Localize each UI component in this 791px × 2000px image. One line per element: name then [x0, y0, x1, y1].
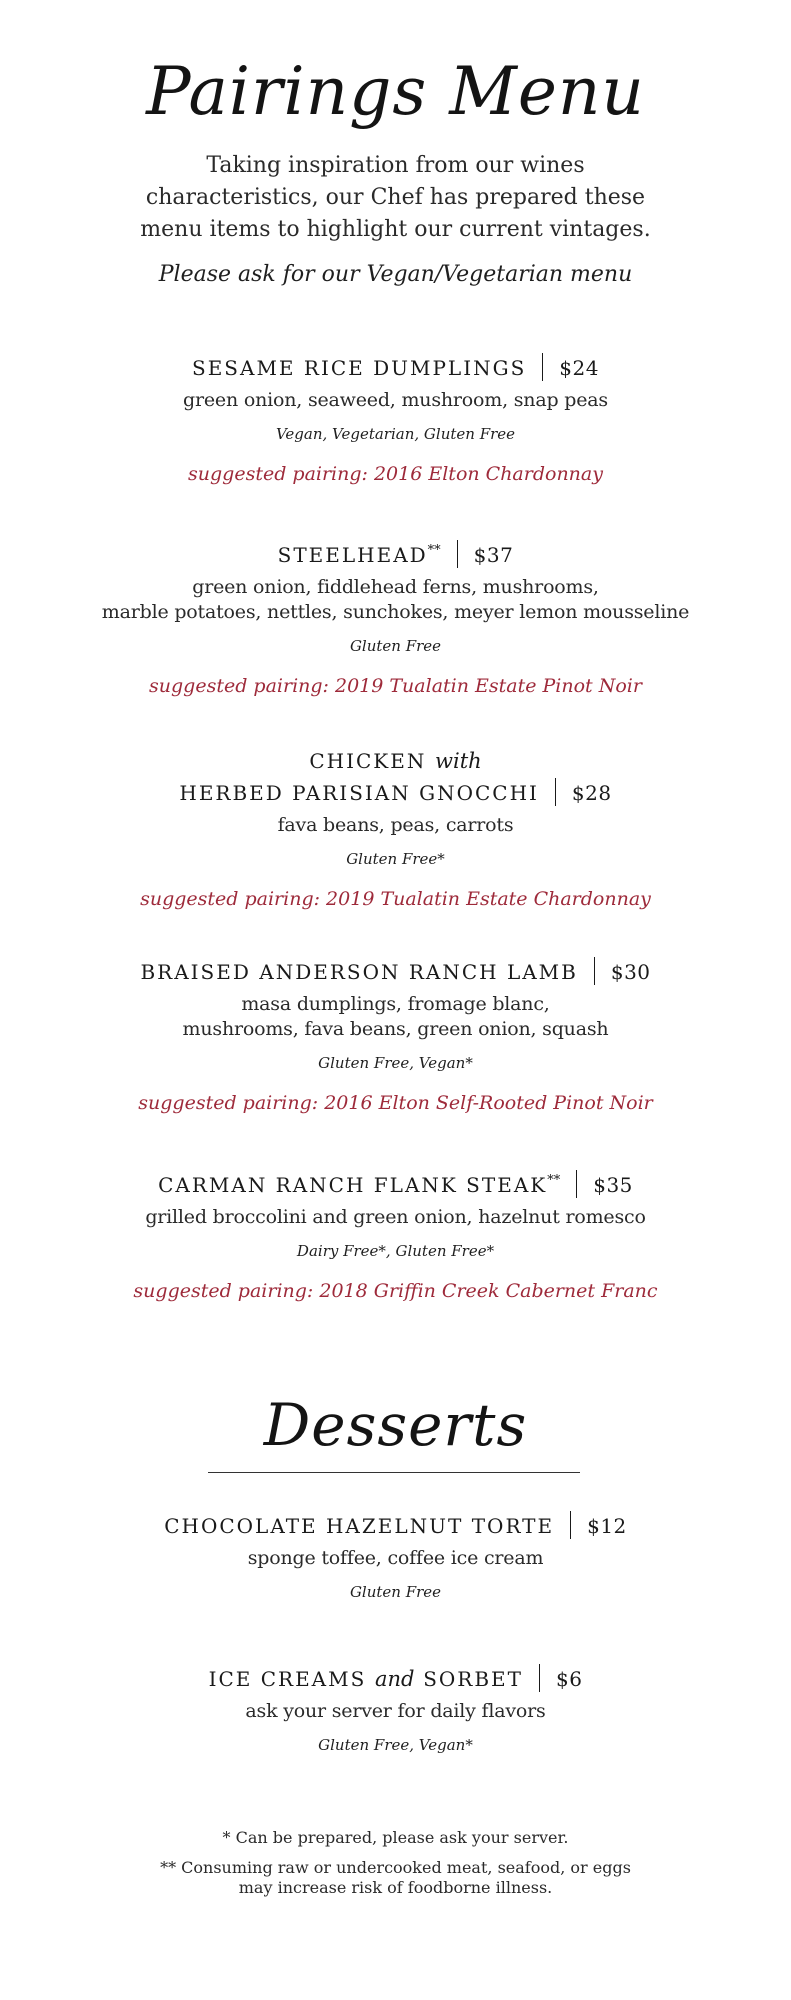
menu-item-chicken-gnocchi	[0, 745, 791, 910]
item-dietary-info: Dairy Free*, Gluten Free*	[296, 1242, 495, 1260]
item-price: $30	[610, 960, 651, 984]
item-heading	[0, 1165, 791, 1201]
item-name: HERBED PARISIAN GNOCCHI	[179, 781, 539, 805]
item-wine-pairing: suggested pairing: 2019 Tualatin Estate Chardonnay	[140, 888, 651, 910]
item-dietary-info: Vegan, Vegetarian, Gluten Free	[275, 425, 516, 443]
dessert-item-ice-creams-sorbet	[0, 1663, 791, 1754]
price-divider	[457, 540, 458, 568]
item-description-line-1: green onion, fiddlehead ferns, mushrooms,	[192, 576, 599, 598]
item-description: green onion, seaweed, mushroom, snap peas	[183, 389, 608, 411]
item-price: $37	[473, 543, 514, 567]
price-divider	[576, 1170, 577, 1198]
item-wine-pairing: suggested pairing: 2016 Elton Chardonnay	[188, 463, 603, 485]
item-description-line-1: masa dumplings, fromage blanc,	[241, 993, 550, 1015]
desserts-title: Desserts	[263, 1391, 528, 1459]
item-name-connector: with	[435, 749, 482, 773]
price-divider	[570, 1511, 571, 1539]
price-divider	[542, 353, 543, 381]
item-price: $24	[559, 356, 599, 380]
footnote-raw-warning-line-1: ** Consuming raw or undercooked meat, seafood, or eggs	[160, 1858, 631, 1877]
item-dietary-info: Gluten Free, Vegan*	[318, 1736, 473, 1754]
item-wine-pairing: suggested pairing: 2018 Griffin Creek Cabernet Franc	[133, 1280, 658, 1302]
item-description: sponge toffee, coffee ice cream	[247, 1547, 544, 1569]
item-description-line-2: mushrooms, fava beans, green onion, squash	[182, 1018, 609, 1040]
item-heading-line-1	[0, 745, 791, 777]
menu-item-sesame-rice-dumplings	[0, 352, 791, 485]
item-footnote-mark: **	[547, 1173, 561, 1188]
footnotes	[0, 1828, 791, 1898]
item-heading	[0, 535, 791, 571]
item-price: $12	[587, 1514, 627, 1538]
item-name: CHOCOLATE HAZELNUT TORTE	[164, 1514, 555, 1538]
price-divider	[555, 778, 556, 806]
footnote-raw-warning-line-2: may increase risk of foodborne illness.	[238, 1878, 553, 1897]
menu-title: Pairings Menu	[146, 53, 645, 130]
price-divider	[539, 1664, 540, 1692]
item-description: fava beans, peas, carrots	[277, 814, 514, 836]
menu-item-steelhead	[0, 535, 791, 697]
item-name: STEELHEAD	[277, 543, 428, 567]
vegan-menu-note: Please ask for our Vegan/Vegetarian menu	[158, 262, 633, 287]
item-dietary-info: Gluten Free, Vegan*	[318, 1054, 473, 1072]
menu-item-flank-steak	[0, 1165, 791, 1302]
item-heading-line-2	[0, 777, 791, 809]
item-dietary-info: Gluten Free*	[346, 850, 445, 868]
item-name: BRAISED ANDERSON RANCH LAMB	[140, 960, 578, 984]
item-description: grilled broccolini and green onion, hazelnut romesco	[145, 1206, 646, 1228]
item-price: $6	[555, 1667, 583, 1691]
menu-item-braised-lamb	[0, 956, 791, 1114]
item-dietary-info: Gluten Free	[349, 1583, 442, 1601]
desserts-divider	[208, 1472, 580, 1473]
item-name-part-1: CHICKEN	[309, 749, 427, 773]
item-wine-pairing: suggested pairing: 2016 Elton Self-Rooted Pinot Noir	[138, 1092, 653, 1114]
footnote-prepared: * Can be prepared, please ask your server.	[222, 1828, 569, 1847]
dessert-item-chocolate-torte	[0, 1510, 791, 1601]
item-name: SESAME RICE DUMPLINGS	[192, 356, 527, 380]
item-heading	[0, 1510, 791, 1542]
item-heading	[0, 352, 791, 384]
item-footnote-mark: **	[427, 543, 441, 558]
price-divider	[594, 957, 595, 985]
item-price: $28	[571, 781, 612, 805]
item-price: $35	[593, 1173, 633, 1197]
item-description-line-2: marble potatoes, nettles, sunchokes, meyer lemon mousseline	[101, 601, 690, 623]
item-name: CARMAN RANCH FLANK STEAK	[158, 1173, 548, 1197]
item-name-part-1: ICE CREAMS	[208, 1667, 367, 1691]
item-name-connector: and	[375, 1667, 415, 1691]
item-dietary-info: Gluten Free	[349, 637, 442, 655]
item-heading	[0, 956, 791, 988]
item-name-part-2: SORBET	[423, 1667, 523, 1691]
item-description: ask your server for daily flavors	[245, 1700, 546, 1722]
item-wine-pairing: suggested pairing: 2019 Tualatin Estate Pinot Noir	[149, 675, 642, 697]
intro-text: Taking inspiration from our wines characteristics, our Chef has prepared these menu items to highlight our current vintages.	[140, 153, 651, 242]
item-heading	[0, 1663, 791, 1695]
